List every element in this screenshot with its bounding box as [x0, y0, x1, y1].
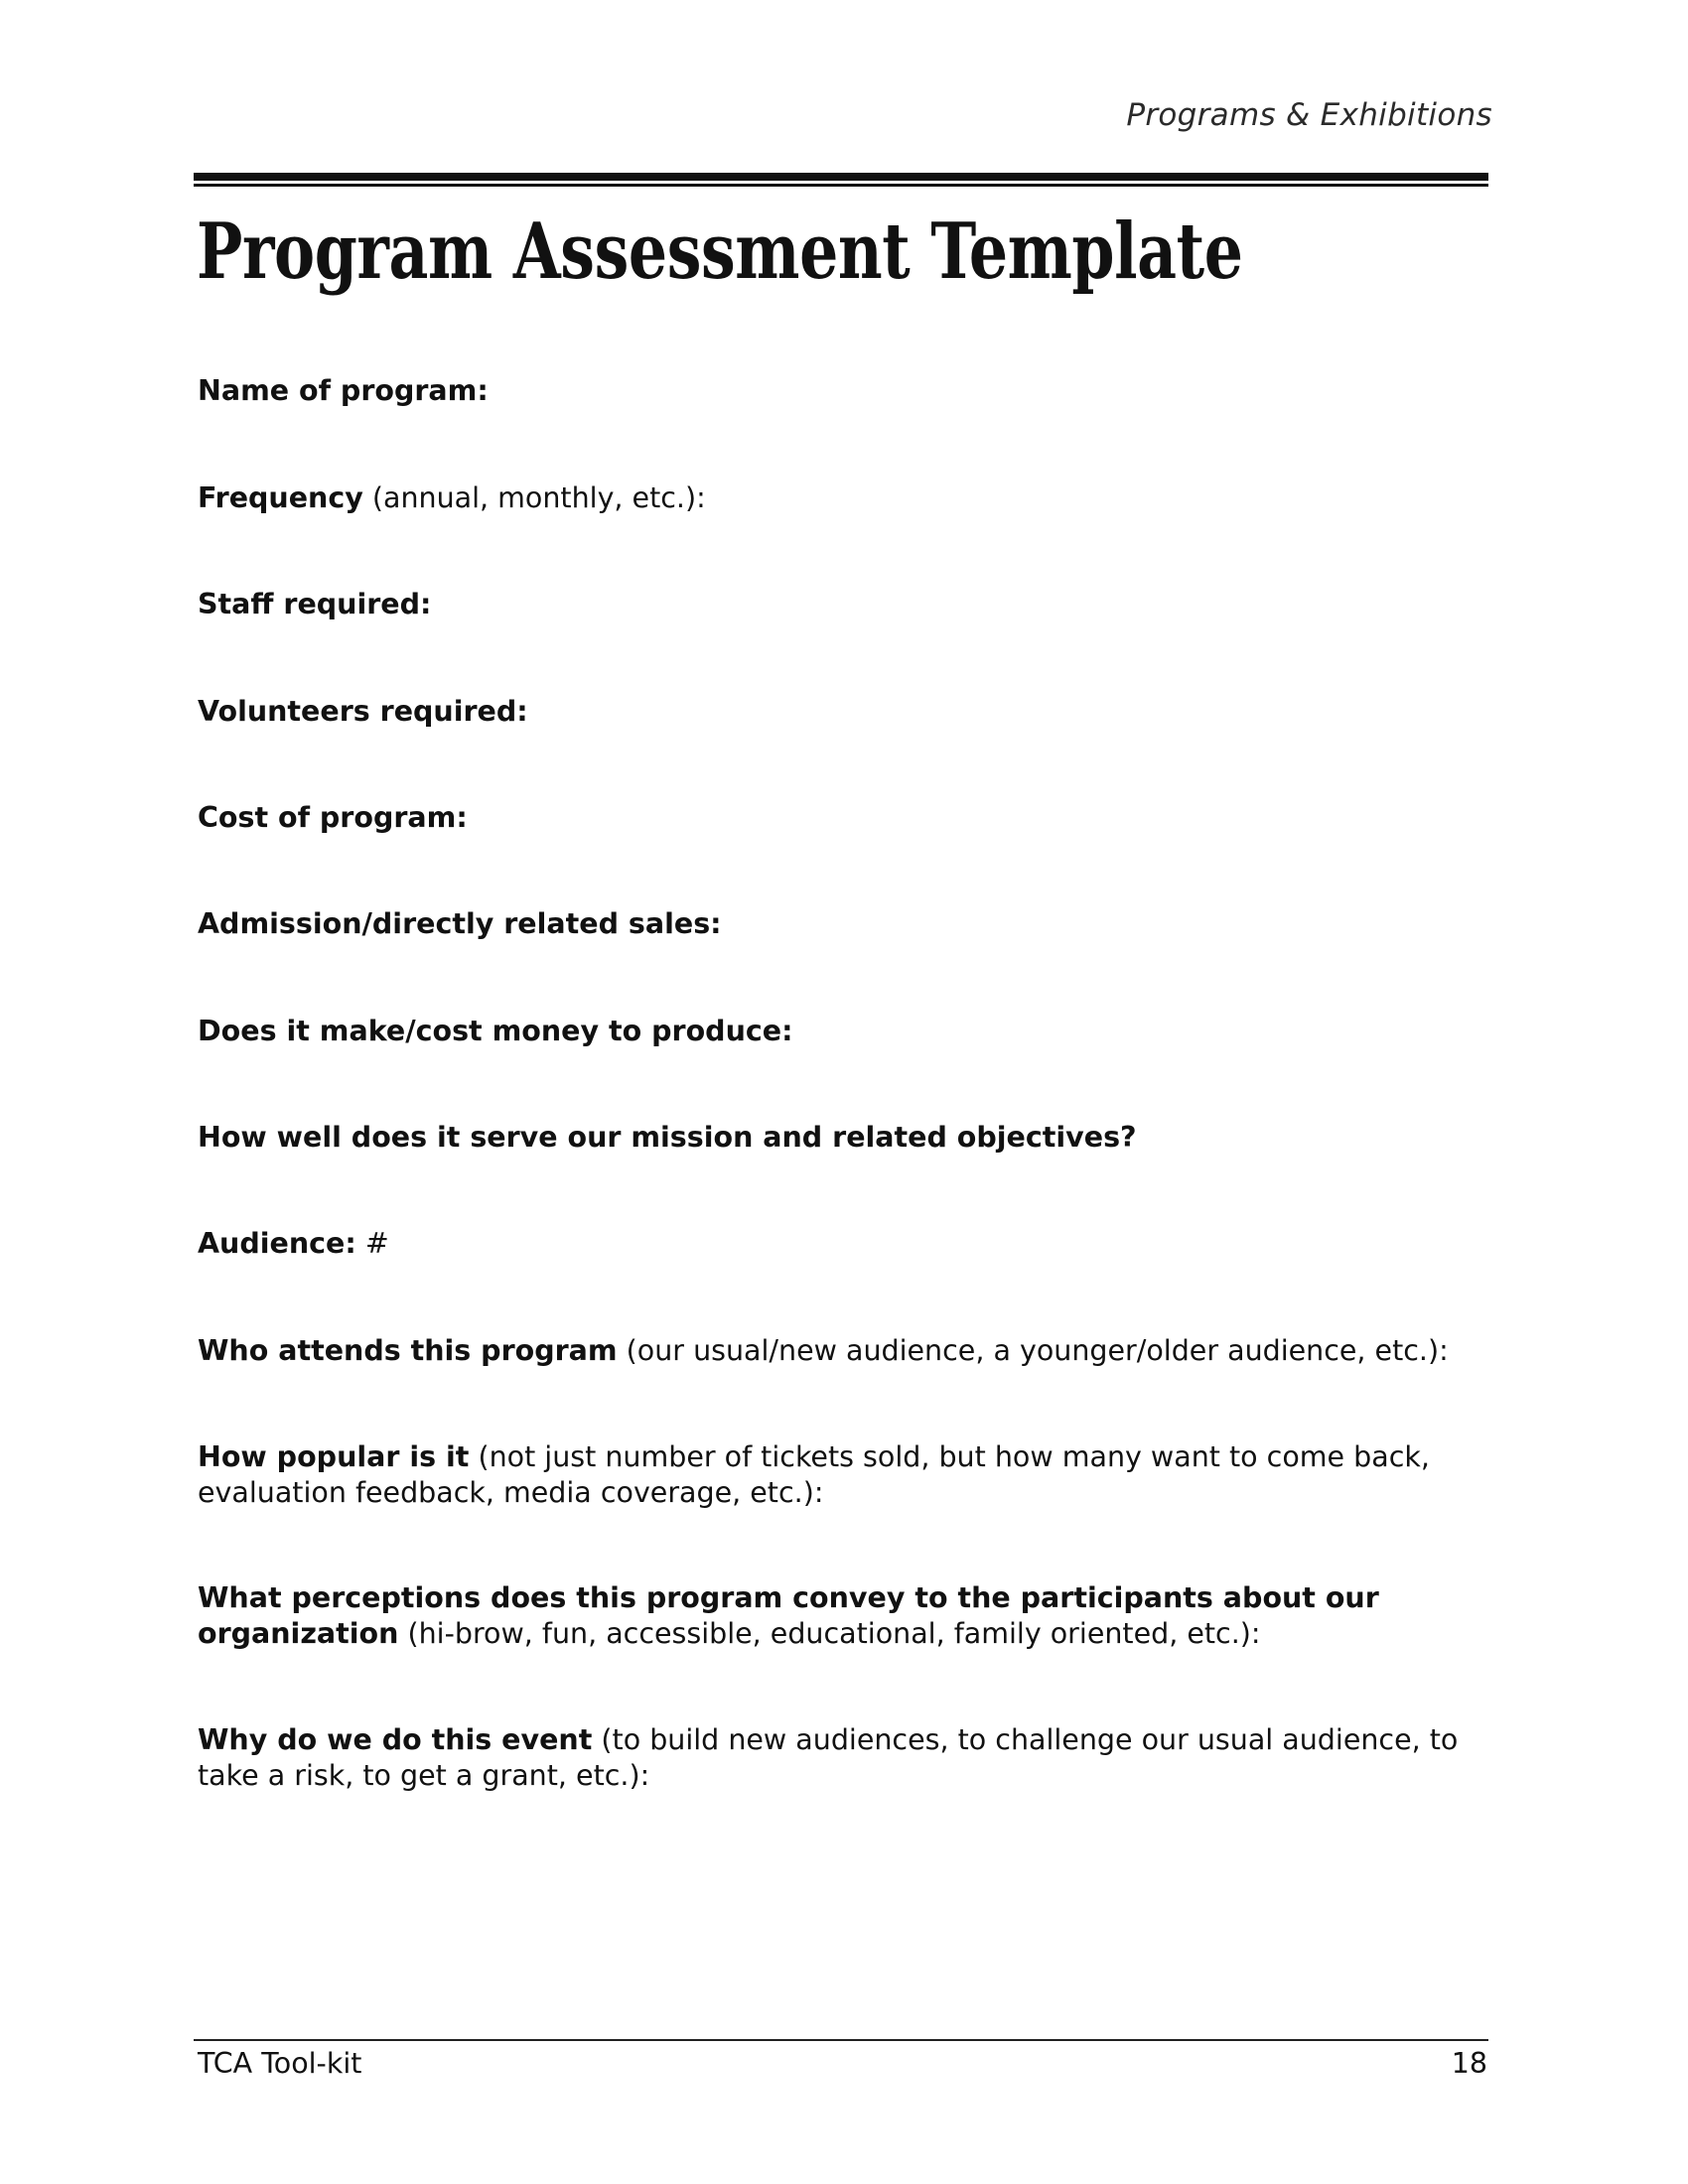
field-label: Name of program: — [198, 374, 489, 407]
header-rule-thin — [194, 184, 1488, 187]
field-label: Does it make/cost money to produce: — [198, 1015, 793, 1047]
field-hint: (annual, monthly, etc.): — [362, 481, 706, 514]
header-rule-thick — [194, 173, 1488, 181]
field-label: Audience: — [198, 1227, 356, 1260]
field-volunteers-required — [198, 694, 1488, 730]
field-label: Who attends this program — [198, 1334, 618, 1367]
field-staff-required — [198, 587, 1488, 622]
page-number: 18 — [1451, 2047, 1487, 2080]
field-label: Volunteers required: — [198, 695, 528, 728]
field-how-popular — [198, 1439, 1488, 1511]
field-cost-of-program — [198, 800, 1488, 836]
page-title: Program Assessment Template — [197, 206, 1243, 297]
field-hint: (hi-brow, fun, accessible, educational, family oriented, etc.): — [398, 1617, 1261, 1650]
field-hint: # — [355, 1227, 389, 1260]
field-hint: (our usual/new audience, a younger/older audience, etc.): — [617, 1334, 1449, 1367]
field-label: What perceptions does this program convey to the participants about our organization — [198, 1581, 1379, 1650]
field-label: Why do we do this event — [198, 1723, 593, 1756]
field-label: Frequency — [198, 481, 363, 514]
field-frequency — [198, 480, 1488, 516]
field-label: How popular is it — [198, 1440, 470, 1473]
field-perceptions — [198, 1580, 1488, 1652]
field-why-this-event — [198, 1722, 1488, 1794]
field-label: Cost of program: — [198, 801, 468, 834]
field-label: Admission/directly related sales: — [198, 907, 722, 940]
footer-title: TCA Tool-kit — [198, 2047, 362, 2080]
field-who-attends — [198, 1333, 1488, 1369]
field-mission-objectives — [198, 1120, 1488, 1156]
field-hint: (not just number of tickets sold, but how many want to come back, evaluation feedback, media coverage, etc.): — [198, 1440, 1430, 1509]
section-header: Programs & Exhibitions — [1126, 97, 1492, 133]
field-label: Staff required: — [198, 588, 432, 620]
field-name-of-program — [198, 373, 1488, 409]
footer-rule — [194, 2039, 1488, 2041]
field-hint: (to build new audiences, to challenge our usual audience, to take a risk, to get a grant, etc.): — [198, 1723, 1459, 1792]
field-audience — [198, 1226, 1488, 1262]
field-make-cost-money — [198, 1014, 1488, 1049]
field-label: How well does it serve our mission and related objectives? — [198, 1121, 1137, 1154]
field-admission-sales — [198, 906, 1488, 942]
